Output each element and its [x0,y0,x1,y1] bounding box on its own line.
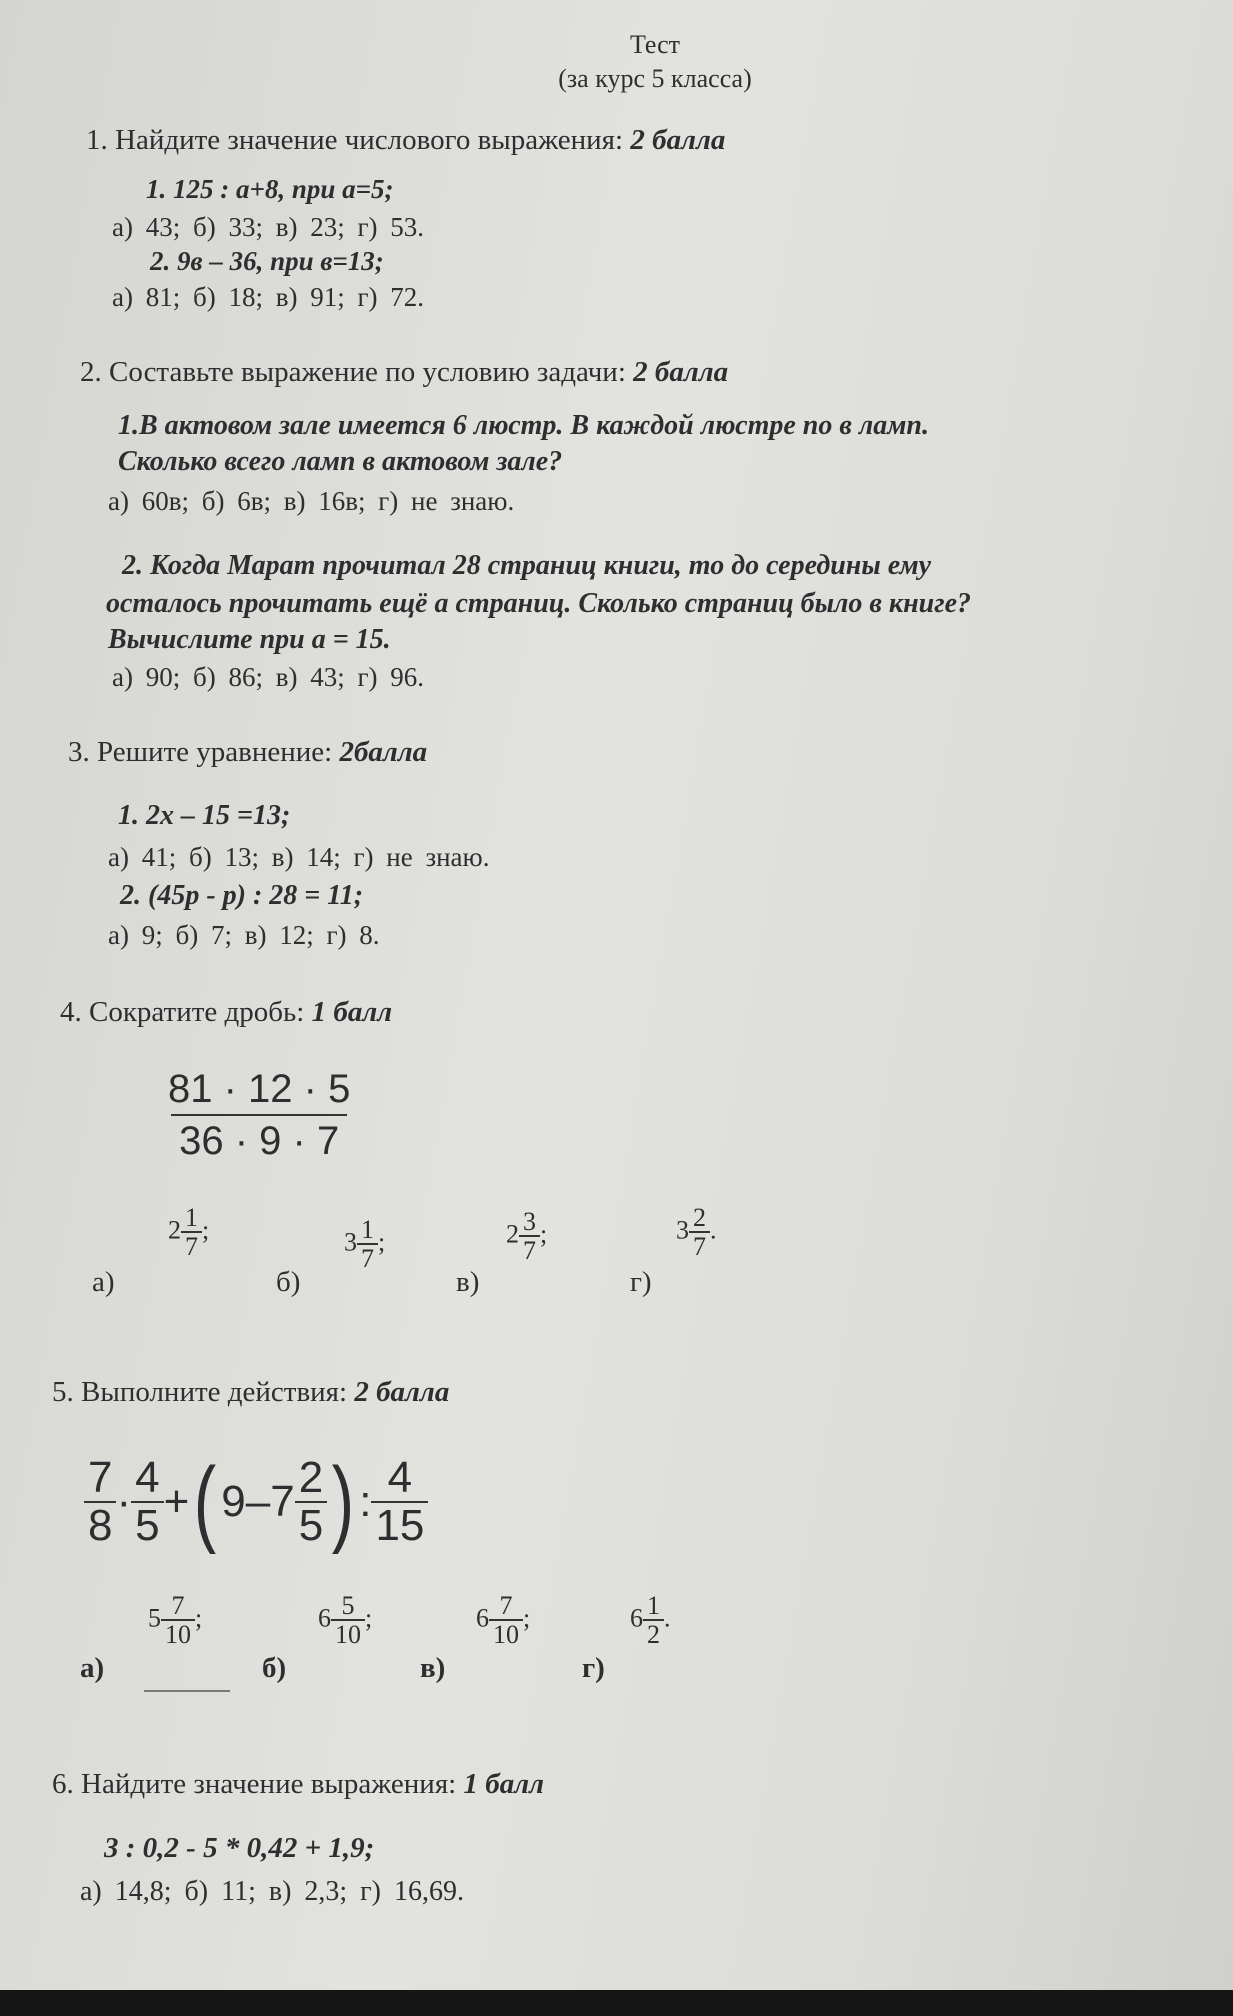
q6-heading: 6. Найдите значение выражения: 1 балл [52,1768,544,1800]
q1-sub2: 2. 9в – 36, при в=13; [150,246,384,276]
q5-option-b-label: б) [262,1652,287,1684]
page-subtitle: (за курс 5 класса) [558,64,752,93]
answer-underline [144,1690,230,1692]
q5-option-b: 6 $\frac{5}{10}$ ; [318,1591,373,1650]
q2-sub1-line1: 1.В актовом зале имеется 6 люстр. В каждой люстре по в ламп. [118,410,929,441]
q5-option-d: 6 $\frac{1}{2}$ . [630,1591,671,1650]
q4-option-b: 3 $\frac{1}{7}$ ; [344,1215,386,1274]
q5-option-a-label: а) [80,1652,105,1684]
q2-points: 2 балла [633,356,729,388]
q4-points: 1 балл [311,996,393,1028]
q4-option-c-label: в) [456,1266,480,1298]
q5-option-c-label: в) [420,1652,446,1684]
q1-heading: 1. Найдите значение числового выражения: 2 балла [86,124,726,156]
q5-option-c: 6 $\frac{7}{10}$ ; [476,1591,531,1650]
q6-expression: 3 : 0,2 - 5 * 0,42 + 1,9; [104,1832,375,1864]
q5-option-d-label: г) [582,1652,605,1684]
q4-heading: 4. Сократите дробь: 1 балл [60,996,393,1028]
q1-sub1-answers: а) 43; б) 33; в) 23; г) 53. [112,212,425,242]
q6-points: 1 балл [463,1768,544,1800]
q5-option-a: 5 $\frac{7}{10}$ ; [148,1591,203,1650]
q5-expression: $\frac{7}{8}$ · $\frac{4}{5}$ +( 9–7 $\frac{2}{5}$ ) : $\frac{4}{15}$ [84,1454,428,1550]
q4-option-a: 2 $\frac{1}{7}$ ; [168,1203,210,1262]
q3-sub2-answers: а) 9; б) 7; в) 12; г) 8. [108,920,380,950]
q5-points: 2 балла [354,1376,450,1408]
q3-heading: 3. Решите уравнение: 2балла [68,736,428,768]
q1-sub1: 1. 125 : а+8, при а=5; [146,174,394,204]
q4-option-d-label: г) [630,1266,652,1298]
q2-sub2-line3: Вычислите при а = 15. [108,624,391,655]
q4-option-d: 3 $\frac{2}{7}$ . [676,1203,717,1262]
q2-sub2-line1: 2. Когда Марат прочитал 28 страниц книги, то до середины ему [122,550,932,581]
q4-option-b-label: б) [276,1266,301,1298]
q1-sub2-answers: а) 81; б) 18; в) 91; г) 72. [112,282,425,312]
q2-sub1-answers: а) 60в; б) 6в; в) 16в; г) не знаю. [108,486,515,516]
q4-option-a-label: а) [92,1266,115,1298]
q6-answers: а) 14,8; б) 11; в) 2,3; г) 16,69. [80,1876,464,1907]
q3-sub1: 1. 2х – 15 =13; [118,800,291,831]
q3-points: 2балла [339,736,428,768]
q3-sub1-answers: а) 41; б) 13; в) 14; г) не знаю. [108,842,490,872]
q2-sub2-answers: а) 90; б) 86; в) 43; г) 96. [112,662,425,692]
q4-fraction [160,1068,358,1162]
q4-option-c: 2 $\frac{3}{7}$ ; [506,1207,548,1266]
q4-numerator: 81 · 12 · 5 [168,1067,351,1111]
q1-points: 2 балла [630,124,726,156]
q2-sub2-line2: осталось прочитать ещё а страниц. Сколько страниц было в книге? [106,588,971,619]
q3-sub2: 2. (45р - р) : 28 = 11; [120,880,364,911]
q4-denominator: 36 · 9 · 7 [171,1114,347,1162]
q2-sub1-line2: Сколько всего ламп в актовом зале? [118,446,563,477]
q2-heading: 2. Составьте выражение по условию задачи: 2 балла [80,356,729,388]
screen-bezel [0,1990,1233,2016]
page-title: Тест [630,30,680,59]
q5-heading: 5. Выполните действия: 2 балла [52,1376,450,1408]
